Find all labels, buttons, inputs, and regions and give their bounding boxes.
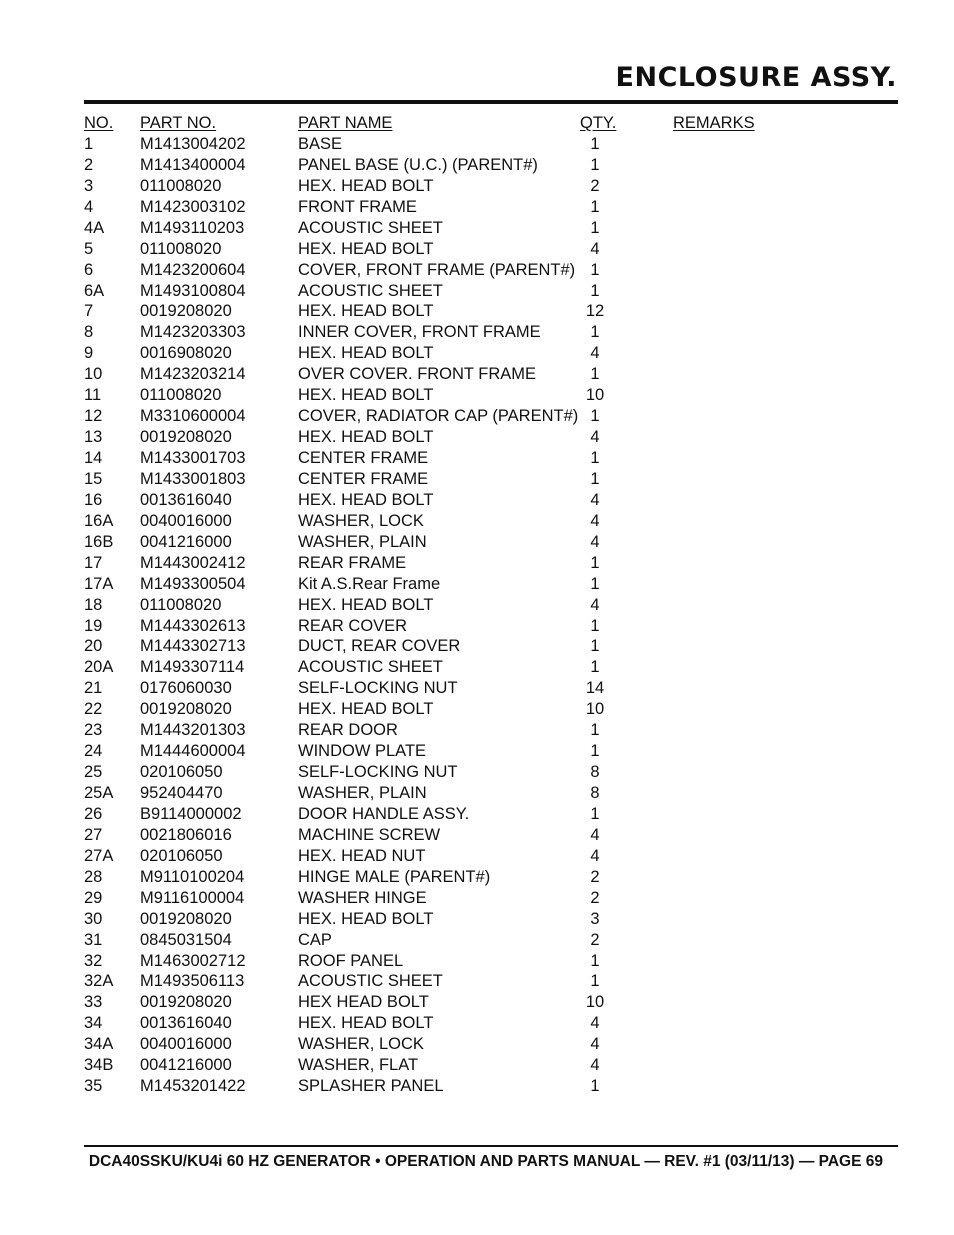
cell-no: 4 bbox=[84, 197, 94, 216]
cell-no: 34 bbox=[84, 1014, 103, 1033]
cell-qty: 4 bbox=[590, 1014, 600, 1033]
cell-no: 2 bbox=[84, 155, 94, 174]
footer-rule bbox=[84, 1145, 898, 1147]
cell-part-name: OVER COVER. FRONT FRAME bbox=[298, 365, 537, 384]
cell-part-no: M1423200604 bbox=[140, 260, 246, 279]
cell-part-no: M1453201422 bbox=[140, 1077, 246, 1096]
table-header-row bbox=[84, 113, 898, 134]
cell-no: 34A bbox=[84, 1035, 114, 1054]
cell-part-name: REAR DOOR bbox=[298, 721, 398, 740]
table-row bbox=[84, 783, 898, 804]
table-row bbox=[84, 804, 898, 825]
cell-part-no: M1493100804 bbox=[140, 281, 246, 300]
cell-qty: 1 bbox=[590, 365, 600, 384]
table-row bbox=[84, 1013, 898, 1034]
cell-no: 32A bbox=[84, 972, 114, 991]
table-row bbox=[84, 1055, 898, 1076]
cell-part-name: WASHER, LOCK bbox=[298, 511, 424, 530]
cell-part-name: DUCT, REAR COVER bbox=[298, 637, 461, 656]
cell-part-name: HEX. HEAD BOLT bbox=[298, 344, 434, 363]
table-row bbox=[84, 951, 898, 972]
cell-no: 5 bbox=[84, 239, 94, 258]
table-row bbox=[84, 427, 898, 448]
cell-qty: 1 bbox=[590, 742, 600, 761]
cell-part-no: M1423003102 bbox=[140, 197, 246, 216]
cell-part-no: 0019208020 bbox=[140, 302, 232, 321]
table-row bbox=[84, 385, 898, 406]
cell-qty: 1 bbox=[590, 721, 600, 740]
table-row bbox=[84, 699, 898, 720]
cell-part-no: M1413400004 bbox=[140, 155, 246, 174]
cell-no: 23 bbox=[84, 721, 103, 740]
cell-part-name: HEX. HEAD BOLT bbox=[298, 302, 434, 321]
table-row bbox=[84, 364, 898, 385]
cell-no: 9 bbox=[84, 344, 94, 363]
cell-part-no: 0040016000 bbox=[140, 1035, 232, 1054]
cell-part-name: HEX. HEAD BOLT bbox=[298, 909, 434, 928]
cell-qty: 4 bbox=[590, 344, 600, 363]
cell-part-name: HEX. HEAD BOLT bbox=[298, 239, 434, 258]
table-row bbox=[84, 825, 898, 846]
cell-qty: 1 bbox=[590, 218, 600, 237]
table-row bbox=[84, 1034, 898, 1055]
table-row bbox=[84, 846, 898, 867]
cell-part-no: 0019208020 bbox=[140, 909, 232, 928]
table-row bbox=[84, 762, 898, 783]
cell-part-no: M1433001803 bbox=[140, 469, 246, 488]
table-row bbox=[84, 281, 898, 302]
cell-no: 7 bbox=[84, 302, 94, 321]
cell-part-no: M1413004202 bbox=[140, 134, 246, 153]
table-row bbox=[84, 867, 898, 888]
cell-part-no: M9110100204 bbox=[140, 867, 245, 886]
cell-part-no: M1493307114 bbox=[140, 658, 245, 677]
table-row bbox=[84, 553, 898, 574]
cell-part-name: HINGE MALE (PARENT#) bbox=[298, 867, 491, 886]
cell-part-name: HEX. HEAD BOLT bbox=[298, 490, 434, 509]
cell-part-no: 952404470 bbox=[140, 784, 223, 802]
cell-part-no: 020106050 bbox=[140, 846, 223, 865]
table-row bbox=[84, 197, 898, 218]
header-part-no: PART NO. bbox=[140, 114, 217, 132]
cell-qty: 1 bbox=[590, 407, 600, 426]
cell-qty: 1 bbox=[590, 553, 600, 572]
cell-part-name: CENTER FRAME bbox=[298, 469, 429, 488]
cell-part-no: 0016908020 bbox=[140, 344, 232, 363]
table-row bbox=[84, 741, 898, 762]
cell-qty: 1 bbox=[590, 574, 600, 593]
cell-part-no: 0040016000 bbox=[140, 511, 232, 530]
table-row bbox=[84, 239, 898, 260]
cell-qty: 10 bbox=[585, 993, 605, 1012]
cell-qty: 1 bbox=[590, 658, 600, 677]
cell-qty: 4 bbox=[590, 490, 600, 509]
cell-qty: 1 bbox=[590, 951, 600, 970]
cell-qty: 1 bbox=[590, 449, 600, 467]
cell-part-no: 0013616040 bbox=[140, 1014, 232, 1033]
cell-qty: 1 bbox=[590, 134, 600, 153]
cell-part-name: SELF-LOCKING NUT bbox=[298, 679, 458, 698]
cell-qty: 12 bbox=[585, 302, 605, 321]
cell-qty: 1 bbox=[590, 197, 600, 216]
cell-no: 13 bbox=[84, 428, 103, 447]
cell-no: 26 bbox=[84, 804, 103, 823]
cell-part-name: MACHINE SCREW bbox=[298, 825, 441, 844]
cell-part-name: HEX. HEAD BOLT bbox=[298, 386, 434, 405]
table-row bbox=[84, 511, 898, 532]
cell-no: 17A bbox=[84, 574, 114, 593]
cell-part-name: ROOF PANEL bbox=[298, 951, 404, 970]
table-row bbox=[84, 720, 898, 741]
cell-no: 25 bbox=[84, 763, 103, 782]
cell-no: 16 bbox=[84, 490, 103, 509]
cell-part-name: COVER, FRONT FRAME (PARENT#) bbox=[298, 260, 576, 279]
cell-no: 1 bbox=[84, 134, 94, 153]
cell-part-no: 0041216000 bbox=[140, 1056, 232, 1075]
cell-no: 27 bbox=[84, 825, 103, 844]
cell-qty: 4 bbox=[590, 532, 600, 551]
parts-table bbox=[84, 113, 898, 1097]
table-row bbox=[84, 301, 898, 322]
cell-part-no: M3310600004 bbox=[140, 407, 246, 426]
table-row bbox=[84, 1076, 898, 1097]
cell-part-name: DOOR HANDLE ASSY. bbox=[298, 804, 470, 823]
cell-part-name: HEX. HEAD BOLT bbox=[298, 176, 434, 195]
cell-part-name: COVER, RADIATOR CAP (PARENT#) bbox=[298, 407, 579, 426]
cell-qty: 1 bbox=[590, 281, 600, 300]
cell-part-name: WASHER, PLAIN bbox=[298, 532, 427, 551]
cell-qty: 1 bbox=[590, 260, 600, 279]
cell-qty: 1 bbox=[590, 616, 600, 635]
cell-part-name: PANEL BASE (U.C.) (PARENT#) bbox=[298, 155, 538, 174]
cell-qty: 4 bbox=[590, 846, 600, 865]
cell-qty: 1 bbox=[590, 469, 600, 488]
cell-part-name: FRONT FRAME bbox=[298, 197, 417, 216]
cell-part-name: HEX. HEAD BOLT bbox=[298, 1014, 434, 1033]
header-remarks: REMARKS bbox=[673, 114, 755, 132]
cell-part-name: ACOUSTIC SHEET bbox=[298, 218, 443, 237]
cell-no: 31 bbox=[84, 930, 103, 949]
cell-qty: 10 bbox=[585, 700, 605, 719]
cell-qty: 1 bbox=[590, 155, 600, 174]
cell-part-name: Kit A.S.Rear Frame bbox=[298, 574, 441, 593]
cell-part-no: 0019208020 bbox=[140, 700, 232, 719]
header-rule bbox=[84, 100, 898, 104]
cell-qty: 4 bbox=[590, 428, 600, 447]
table-row bbox=[84, 532, 898, 553]
cell-part-name: REAR COVER bbox=[298, 616, 408, 635]
cell-part-name: WASHER, FLAT bbox=[298, 1056, 419, 1075]
cell-qty: 10 bbox=[585, 386, 605, 405]
cell-qty: 14 bbox=[585, 679, 605, 698]
table-row bbox=[84, 343, 898, 364]
table-row bbox=[84, 657, 898, 678]
cell-no: 29 bbox=[84, 888, 103, 907]
cell-no: 19 bbox=[84, 616, 103, 635]
cell-no: 15 bbox=[84, 469, 103, 488]
cell-qty: 2 bbox=[590, 176, 600, 195]
cell-no: 11 bbox=[84, 386, 102, 405]
cell-part-name: HEX. HEAD BOLT bbox=[298, 428, 434, 447]
table-row bbox=[84, 909, 898, 930]
cell-part-no: 011008020 bbox=[140, 386, 222, 405]
cell-qty: 4 bbox=[590, 1035, 600, 1054]
cell-part-name: INNER COVER, FRONT FRAME bbox=[298, 323, 541, 342]
cell-no: 20 bbox=[84, 637, 103, 656]
cell-no: 14 bbox=[84, 449, 103, 467]
cell-no: 18 bbox=[84, 595, 103, 614]
table-row bbox=[84, 448, 898, 469]
cell-part-no: M1443302713 bbox=[140, 637, 246, 656]
cell-no: 6A bbox=[84, 281, 105, 300]
cell-part-no: M1423203214 bbox=[140, 365, 246, 384]
page-footer: DCA40SSKU/KU4i 60 HZ GENERATOR • OPERATION AND PARTS MANUAL — REV. #1 (03/11/13) — PAGE 69 bbox=[88, 1153, 883, 1170]
cell-part-name: CENTER FRAME bbox=[298, 449, 429, 467]
cell-part-name: ACOUSTIC SHEET bbox=[298, 658, 443, 677]
table-row bbox=[84, 574, 898, 595]
cell-no: 21 bbox=[84, 679, 103, 698]
cell-no: 16A bbox=[84, 511, 114, 530]
cell-part-no: 0019208020 bbox=[140, 993, 232, 1012]
cell-part-name: WASHER, PLAIN bbox=[298, 784, 427, 802]
cell-part-no: M1443201303 bbox=[140, 721, 246, 740]
table-row bbox=[84, 971, 898, 992]
cell-qty: 8 bbox=[590, 763, 600, 782]
cell-part-name: HEX. HEAD BOLT bbox=[298, 595, 434, 614]
cell-part-name: SPLASHER PANEL bbox=[298, 1077, 444, 1096]
cell-no: 33 bbox=[84, 993, 103, 1012]
cell-qty: 2 bbox=[590, 930, 600, 949]
cell-part-no: 011008020 bbox=[140, 239, 222, 258]
cell-part-name: WASHER, LOCK bbox=[298, 1035, 424, 1054]
header-qty: QTY. bbox=[580, 114, 617, 132]
cell-part-name: HEX HEAD BOLT bbox=[298, 993, 429, 1012]
cell-no: 25A bbox=[84, 784, 114, 802]
cell-qty: 1 bbox=[590, 323, 600, 342]
cell-no: 16B bbox=[84, 532, 114, 551]
cell-part-no: 0845031504 bbox=[140, 930, 232, 949]
table-row bbox=[84, 616, 898, 637]
table-row bbox=[84, 636, 898, 657]
cell-part-no: 020106050 bbox=[140, 763, 223, 782]
table-row bbox=[84, 992, 898, 1013]
cell-qty: 2 bbox=[590, 867, 600, 886]
header-no: NO. bbox=[84, 114, 114, 132]
cell-part-no: M1493300504 bbox=[140, 574, 246, 593]
table-body bbox=[84, 134, 898, 1097]
cell-part-no: M1463002712 bbox=[140, 951, 246, 970]
cell-no: 17 bbox=[84, 553, 103, 572]
table-row bbox=[84, 406, 898, 427]
header-part-name: PART NAME bbox=[298, 114, 393, 132]
cell-no: 24 bbox=[84, 742, 103, 761]
cell-qty: 1 bbox=[590, 637, 600, 656]
cell-qty: 3 bbox=[590, 909, 600, 928]
cell-part-name: ACOUSTIC SHEET bbox=[298, 972, 443, 991]
cell-qty: 4 bbox=[590, 239, 600, 258]
cell-part-no: M1444600004 bbox=[140, 742, 246, 761]
cell-part-no: 011008020 bbox=[140, 176, 222, 195]
cell-qty: 2 bbox=[590, 888, 600, 907]
cell-part-no: 0176060030 bbox=[140, 679, 232, 698]
table-row bbox=[84, 678, 898, 699]
table-row bbox=[84, 930, 898, 951]
cell-no: 35 bbox=[84, 1077, 103, 1096]
cell-part-name: WASHER HINGE bbox=[298, 888, 427, 907]
cell-qty: 8 bbox=[590, 784, 600, 802]
table-row bbox=[84, 134, 898, 155]
table-row bbox=[84, 218, 898, 239]
table-row bbox=[84, 469, 898, 490]
cell-part-name: CAP bbox=[298, 930, 332, 949]
table-row bbox=[84, 322, 898, 343]
cell-no: 12 bbox=[84, 407, 103, 426]
cell-part-name: HEX. HEAD BOLT bbox=[298, 700, 434, 719]
table-row bbox=[84, 176, 898, 197]
table-row bbox=[84, 888, 898, 909]
cell-part-no: 0041216000 bbox=[140, 532, 232, 551]
cell-part-no: M9116100004 bbox=[140, 888, 245, 907]
cell-no: 22 bbox=[84, 700, 103, 719]
cell-part-no: M1423203303 bbox=[140, 323, 246, 342]
cell-qty: 1 bbox=[590, 804, 600, 823]
cell-qty: 1 bbox=[590, 1077, 600, 1096]
cell-no: 10 bbox=[84, 365, 103, 384]
cell-no: 28 bbox=[84, 867, 103, 886]
cell-no: 30 bbox=[84, 909, 103, 928]
cell-part-name: WINDOW PLATE bbox=[298, 742, 427, 761]
cell-part-no: 0021806016 bbox=[140, 825, 232, 844]
cell-no: 20A bbox=[84, 658, 114, 677]
cell-part-no: B9114000002 bbox=[140, 804, 242, 823]
table-row bbox=[84, 595, 898, 616]
cell-qty: 4 bbox=[590, 511, 600, 530]
cell-no: 27A bbox=[84, 846, 114, 865]
cell-qty: 4 bbox=[590, 825, 600, 844]
cell-qty: 4 bbox=[590, 1056, 600, 1075]
page-title: ENCLOSURE ASSY. bbox=[615, 62, 897, 93]
cell-part-name: ACOUSTIC SHEET bbox=[298, 281, 443, 300]
cell-no: 6 bbox=[84, 260, 94, 279]
cell-part-no: 0019208020 bbox=[140, 428, 232, 447]
cell-part-name: HEX. HEAD NUT bbox=[298, 846, 426, 865]
cell-part-name: REAR FRAME bbox=[298, 553, 407, 572]
table-row bbox=[84, 490, 898, 511]
cell-part-name: BASE bbox=[298, 134, 343, 153]
cell-no: 4A bbox=[84, 218, 105, 237]
cell-no: 34B bbox=[84, 1056, 114, 1075]
cell-no: 8 bbox=[84, 323, 94, 342]
cell-part-name: SELF-LOCKING NUT bbox=[298, 763, 458, 782]
cell-part-no: 0013616040 bbox=[140, 490, 232, 509]
cell-part-no: M1443002412 bbox=[140, 553, 246, 572]
cell-part-no: M1493506113 bbox=[140, 972, 245, 991]
cell-qty: 1 bbox=[590, 972, 600, 991]
table-row bbox=[84, 260, 898, 281]
table-row bbox=[84, 155, 898, 176]
cell-part-no: M1433001703 bbox=[140, 449, 246, 467]
cell-no: 32 bbox=[84, 951, 103, 970]
cell-part-no: M1443302613 bbox=[140, 616, 246, 635]
cell-part-no: M1493110203 bbox=[140, 218, 245, 237]
cell-qty: 4 bbox=[590, 595, 600, 614]
cell-part-no: 011008020 bbox=[140, 595, 222, 614]
cell-no: 3 bbox=[84, 176, 94, 195]
